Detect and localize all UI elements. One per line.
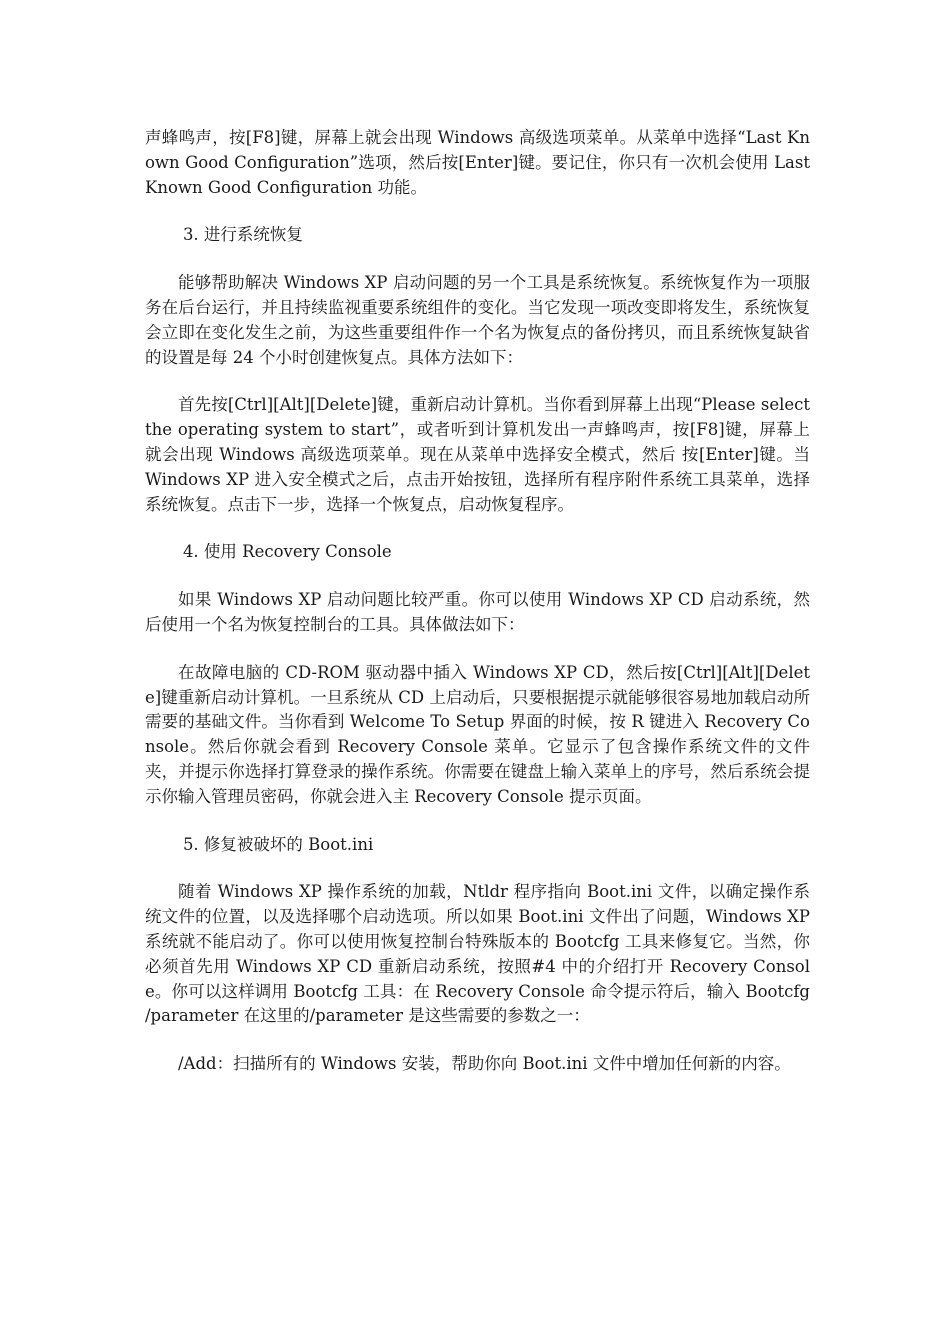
paragraph-system-restore-steps: 首先按[Ctrl][Alt][Delete]键，重新启动计算机。当你看到屏幕上出现“Please select the operating system to start”，或者听到计算机发出一声蜂鸣声，按[F8]键，屏幕上就会出现 Windows 高级选项菜单。现在从菜单中选择安全模式，然后 按[Enter]键。当 Windows XP 进入安全模式之后，点击开始按钮，选择所有程序附件系统工具菜单，选择系统恢复。点击下一步，选择一个恢复点，启动恢复程序。 bbox=[145, 395, 810, 514]
paragraph-boot-ini: 随着 Windows XP 操作系统的加载，Ntldr 程序指向 Boot.ini 文件，以确定操作系统文件的位置，以及选择哪个启动选项。所以如果 Boot.ini 文件出了问题，Windows XP 系统就不能启动了。你可以使用恢复控制台特殊版本的 Bootcfg 工具来修复它。当然，你必须首先用 Windows XP CD 重新启动系统，按照#4 中的介绍打开 Recovery Console。你可以这样调用 Bootcfg 工具：在 Recovery Console 命令提示符后，输入 Bootcfg /parameter 在这里的/parameter 是这些需要的参数之一： bbox=[145, 882, 810, 1026]
paragraph-continuation: 声蜂鸣声，按[F8]键，屏幕上就会出现 Windows 高级选项菜单。从菜单中选择“Last Known Good Configuration”选项，然后按[Enter]键。要记住，你只有一次机会使用 Last Known Good Configuration 功能。 bbox=[145, 128, 810, 197]
section-heading-5: 5. 修复被破坏的 Boot.ini bbox=[182, 834, 374, 854]
paragraph-system-restore-intro: 能够帮助解决 Windows XP 启动问题的另一个工具是系统恢复。系统恢复作为一项服务在后台运行，并且持续监视重要系统组件的变化。当它发现一项改变即将发生，系统恢复会立即在变化发生之前，为这些重要组件作一个名为恢复点的备份拷贝，而且系统恢复缺省的设置是每 24 个小时创建恢复点。具体方法如下： bbox=[145, 273, 810, 367]
paragraph-recovery-console-steps: 在故障电脑的 CD-ROM 驱动器中插入 Windows XP CD，然后按[Ctrl][Alt][Delete]键重新启动计算机。一旦系统从 CD 上启动后，只要根据提示就能够很容易地加载启动所需要的基础文件。当你看到 Welcome To Setup 界面的时候，按 R 键进入 Recovery Console。然后你就会看到 Recovery Console 菜单。它显示了包含操作系统文件的文件夹，并提示你选择打算登录的操作系统。你需要在键盘上输入菜单上的序号，然后系统会提示你输入管理员密码，你就会进入主 Recovery Console 提示页面。 bbox=[145, 662, 810, 806]
paragraph-recovery-console-intro: 如果 Windows XP 启动问题比较严重。你可以使用 Windows XP CD 启动系统，然后使用一个名为恢复控制台的工具。具体做法如下： bbox=[145, 590, 810, 634]
document-body bbox=[145, 126, 810, 1100]
section-heading-4: 4. 使用 Recovery Console bbox=[182, 542, 392, 562]
paragraph-add-parameter: /Add：扫描所有的 Windows 安装，帮助你向 Boot.ini 文件中增加任何新的内容。 bbox=[178, 1054, 791, 1074]
section-heading-3: 3. 进行系统恢复 bbox=[182, 225, 303, 245]
